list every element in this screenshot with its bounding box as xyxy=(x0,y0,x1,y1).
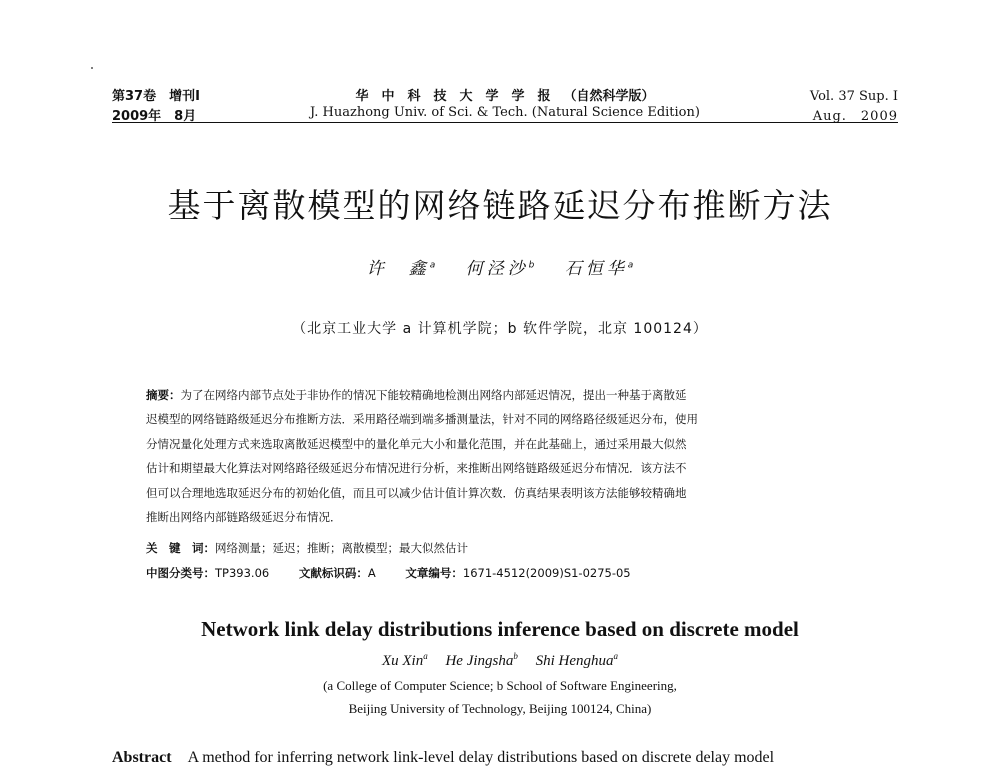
header-journal-en: J. Huazhong Univ. of Sci. & Tech. (Natural Science Edition) xyxy=(310,105,700,120)
doc-code-value: A xyxy=(367,566,376,580)
authors-en xyxy=(0,651,1000,670)
author-en-1: Xu Xin$^a$ xyxy=(381,651,428,669)
title-cn: 基于离散模型的网络链路延迟分布推断方法 xyxy=(167,186,833,225)
clc-label: 中图分类号： xyxy=(146,566,215,580)
classification-line xyxy=(146,565,631,581)
author-en-3: Shi Henghua$^a$ xyxy=(535,651,619,669)
running-header xyxy=(112,88,898,123)
abstract-cn-line: 推断出网络内部链路级延迟分布情况． xyxy=(146,510,342,525)
affiliation-cn: （北京工业大学 a 计算机学院；b 软件学院，北京 100124） xyxy=(292,321,708,337)
abstract-cn-line: 但可以合理地选取延迟分布的初始化值，而且可以减少估计值计算次数．仿真结果表明该方法能够较精确地 xyxy=(146,485,687,500)
abstract-en xyxy=(112,748,898,768)
keywords-cn xyxy=(146,540,468,556)
scan-speck xyxy=(91,67,93,69)
abstract-en-label: Abstract xyxy=(112,749,172,766)
clc-value: TP393.06 xyxy=(215,566,270,580)
author-en-2: He Jingsha$^b$ xyxy=(445,651,518,669)
abstract-en-text: A method for inferring network link-level delay distributions based on discrete delay model xyxy=(187,749,775,766)
abstract-cn-label: 摘要： xyxy=(146,388,181,402)
title-en: Network link delay distributions inference based on discrete model xyxy=(201,617,799,641)
keywords-label: 关 键 词： xyxy=(146,541,215,555)
header-journal-cn-edition: （自然科学版） xyxy=(563,89,655,104)
author-cn-2: 何泾沙$^b$ xyxy=(465,259,535,279)
affiliation-en-line-2: Beijing University of Technology, Beijing 100124, China) xyxy=(348,701,652,716)
article-no-label: 文章编号： xyxy=(405,566,463,580)
header-date-cn: 2009年 8月 xyxy=(112,109,197,124)
keywords-value: 网络测量；延迟；推断；离散模型；最大似然估计 xyxy=(215,541,468,555)
abstract-cn xyxy=(146,383,862,529)
header-journal-cn-name: 华中科技大学学报 xyxy=(355,89,564,104)
abstract-cn-line: 摘要：为了在网络内部节点处于非协作的情况下能较精确地检测出网络内部延迟情况，提出一种基于离散延 xyxy=(146,388,687,402)
affiliation-en-line-1: (a College of Computer Science; b School of Software Engineering, xyxy=(323,678,677,693)
author-cn-3: 石恒华$^a$ xyxy=(564,259,634,279)
header-volume-cn: 第37卷 增刊Ⅰ xyxy=(112,89,200,104)
authors-cn xyxy=(0,254,1000,279)
abstract-cn-line: 估计和期望最大化算法对网络路径级延迟分布情况进行分析，来推断出网络链路级延迟分布情况．该方法不 xyxy=(146,461,687,476)
article-no-value: 1671-4512(2009)S1-0275-05 xyxy=(462,566,631,580)
abstract-cn-line: 分情况量化处理方式来选取离散延迟模型中的量化单元大小和量化范围，并在此基础上，通过采用最大似然 xyxy=(146,436,687,451)
abstract-cn-line: 迟模型的网络链路级延迟分布推断方法．采用路径端到端多播测量法，针对不同的网络路径级延迟分布，使用 xyxy=(146,412,698,427)
header-journal-cn xyxy=(112,88,898,105)
header-volume-en: Vol. 37 Sup. Ⅰ xyxy=(809,89,898,104)
doc-code-label: 文献标识码： xyxy=(298,566,368,580)
header-date-en: Aug. 2009 xyxy=(812,109,898,124)
author-cn-1: 许 鑫$^a$ xyxy=(366,259,436,279)
